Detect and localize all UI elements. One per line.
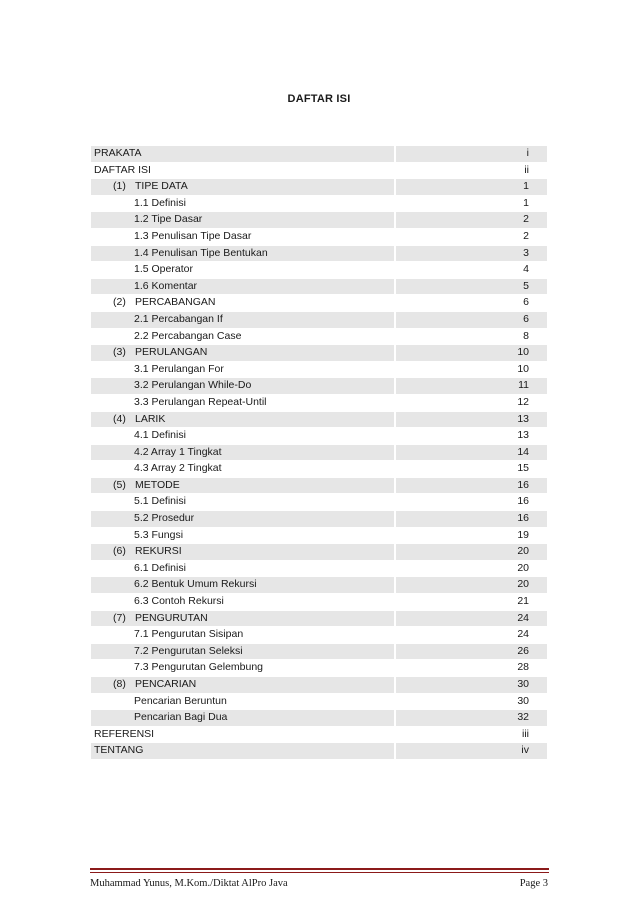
- toc-entry-label: 6.2 Bentuk Umum Rekursi: [134, 578, 257, 591]
- toc-page-number: 30: [517, 694, 529, 707]
- toc-entry-title: [91, 279, 396, 295]
- toc-page-number: 20: [517, 545, 529, 558]
- toc-entry-title: [91, 412, 396, 428]
- toc-entry-title: [91, 461, 396, 477]
- table-of-contents: [91, 146, 547, 760]
- toc-page-number: iv: [521, 744, 529, 757]
- toc-page-number: 3: [523, 246, 529, 259]
- toc-row: [91, 627, 547, 644]
- toc-page-number: 28: [517, 661, 529, 674]
- toc-entry-title: [91, 627, 396, 643]
- toc-chapter-number: (1): [113, 180, 126, 193]
- toc-entry-title: [91, 428, 396, 444]
- toc-entry-title: [91, 163, 396, 179]
- toc-row: [91, 212, 547, 229]
- toc-entry-label: REFERENSI: [94, 727, 155, 740]
- toc-page-number: 13: [517, 429, 529, 442]
- footer-page-number: Page 3: [519, 878, 548, 889]
- toc-entry-title: [91, 694, 396, 710]
- toc-row-spacer: [396, 295, 507, 311]
- toc-chapter-number: (5): [113, 478, 126, 491]
- toc-row-spacer: [396, 212, 507, 228]
- toc-page-number: 15: [517, 462, 529, 475]
- toc-row: [91, 694, 547, 711]
- toc-entry-label: PENGURUTAN: [135, 611, 208, 624]
- toc-row-spacer: [396, 246, 507, 262]
- toc-row: [91, 295, 547, 312]
- toc-entry-title: [91, 378, 396, 394]
- toc-row: [91, 163, 547, 180]
- toc-page-number: iii: [522, 727, 529, 740]
- toc-entry-label: 2.2 Percabangan Case: [134, 329, 242, 342]
- toc-row: [91, 611, 547, 628]
- toc-row: [91, 395, 547, 412]
- toc-row: [91, 594, 547, 611]
- toc-entry-label: 2.1 Percabangan If: [134, 312, 223, 325]
- toc-row-spacer: [396, 611, 507, 627]
- toc-entry-label: 6.1 Definisi: [134, 561, 186, 574]
- toc-row: [91, 262, 547, 279]
- toc-entry-label: 5.1 Definisi: [134, 495, 186, 508]
- toc-row-spacer: [396, 644, 507, 660]
- toc-entry-title: [91, 644, 396, 660]
- toc-entry-title: [91, 196, 396, 212]
- toc-entry-title: [91, 246, 396, 262]
- toc-entry-label: 5.3 Fungsi: [134, 528, 184, 541]
- toc-page-number: i: [526, 147, 529, 159]
- toc-entry-title: [91, 478, 396, 494]
- toc-entry-title: [91, 295, 396, 311]
- toc-entry-label: 1.2 Tipe Dasar: [134, 213, 203, 226]
- toc-entry-title: [91, 594, 396, 610]
- toc-entry-label: 3.1 Perulangan For: [134, 362, 224, 375]
- toc-entry-label: 1.6 Komentar: [134, 279, 198, 292]
- toc-page-number: 21: [517, 595, 529, 608]
- toc-row: [91, 329, 547, 346]
- toc-entry-label: LARIK: [135, 412, 166, 425]
- toc-entry-label: 5.2 Prosedur: [134, 512, 195, 525]
- toc-entry-label: 1.5 Operator: [134, 263, 193, 276]
- toc-row-spacer: [396, 461, 507, 477]
- toc-page-number: 32: [517, 711, 529, 724]
- toc-entry-title: [91, 445, 396, 461]
- toc-chapter-number: (6): [113, 545, 126, 558]
- toc-row: [91, 196, 547, 213]
- toc-entry-label: 1.1 Definisi: [134, 196, 186, 209]
- toc-row-spacer: [396, 412, 507, 428]
- toc-row: [91, 561, 547, 578]
- toc-entry-label: 3.2 Perulangan While-Do: [134, 379, 252, 392]
- toc-entry-title: [91, 262, 396, 278]
- toc-row-spacer: [396, 345, 507, 361]
- toc-entry-label: DAFTAR ISI: [94, 163, 151, 176]
- toc-page-number: 10: [517, 362, 529, 375]
- toc-page-number: 16: [517, 512, 529, 525]
- toc-page-number: 2: [523, 229, 529, 242]
- toc-row: [91, 511, 547, 528]
- toc-entry-label: PRAKATA: [94, 147, 142, 159]
- toc-row-spacer: [396, 312, 507, 328]
- toc-row: [91, 362, 547, 379]
- toc-entry-label: 4.3 Array 2 Tingkat: [134, 462, 222, 475]
- toc-entry-label: 7.3 Pengurutan Gelembung: [134, 661, 264, 674]
- toc-page-number: 12: [517, 395, 529, 408]
- toc-row-spacer: [396, 511, 507, 527]
- toc-row: [91, 312, 547, 329]
- toc-row: [91, 445, 547, 462]
- toc-entry-label: METODE: [135, 478, 180, 491]
- toc-page-number: 14: [517, 445, 529, 458]
- toc-entry-label: PERCABANGAN: [135, 296, 216, 309]
- toc-page-number: 24: [517, 628, 529, 641]
- toc-row-spacer: [396, 710, 507, 726]
- toc-entry-label: 3.3 Perulangan Repeat-Until: [134, 395, 267, 408]
- toc-entry-title: [91, 710, 396, 726]
- toc-row: [91, 528, 547, 545]
- toc-row-spacer: [396, 660, 507, 676]
- toc-row-spacer: [396, 627, 507, 643]
- toc-entry-title: [91, 727, 396, 743]
- toc-entry-label: TENTANG: [94, 744, 144, 757]
- toc-page-number: 20: [517, 578, 529, 591]
- toc-row: [91, 345, 547, 362]
- toc-entry-title: [91, 743, 396, 759]
- footer-author-title: Muhammad Yunus, M.Kom./Diktat AlPro Java: [90, 878, 288, 889]
- toc-entry-title: [91, 544, 396, 560]
- toc-row: [91, 146, 547, 163]
- page-title: DAFTAR ISI: [287, 93, 351, 105]
- toc-row-spacer: [396, 577, 507, 593]
- toc-row-spacer: [396, 229, 507, 245]
- toc-row-spacer: [396, 528, 507, 544]
- toc-chapter-number: (4): [113, 412, 126, 425]
- toc-entry-title: [91, 577, 396, 593]
- toc-row-spacer: [396, 544, 507, 560]
- toc-row: [91, 428, 547, 445]
- toc-chapter-number: (8): [113, 678, 126, 690]
- toc-chapter-number: (2): [113, 296, 126, 309]
- toc-entry-label: REKURSI: [135, 545, 182, 558]
- toc-entry-label: Pencarian Bagi Dua: [134, 711, 228, 724]
- toc-row-spacer: [396, 329, 507, 345]
- toc-entry-title: [91, 362, 396, 378]
- toc-row-spacer: [396, 362, 507, 378]
- toc-row-spacer: [396, 395, 507, 411]
- toc-page-number: 16: [517, 478, 529, 491]
- toc-page-number: 19: [517, 528, 529, 541]
- toc-entry-label: PERULANGAN: [135, 346, 208, 359]
- toc-row-spacer: [396, 694, 507, 710]
- toc-entry-title: [91, 511, 396, 527]
- toc-page-number: 1: [523, 196, 529, 209]
- toc-entry-label: 7.2 Pengurutan Seleksi: [134, 644, 243, 657]
- toc-row: [91, 710, 547, 727]
- toc-page-number: 16: [517, 495, 529, 508]
- toc-row: [91, 378, 547, 395]
- toc-entry-label: 4.2 Array 1 Tingkat: [134, 445, 222, 458]
- toc-entry-title: [91, 146, 396, 162]
- toc-row: [91, 544, 547, 561]
- toc-row: [91, 279, 547, 296]
- toc-row-spacer: [396, 445, 507, 461]
- toc-entry-title: [91, 494, 396, 510]
- toc-row: [91, 677, 547, 694]
- toc-row: [91, 644, 547, 661]
- toc-page-number: 13: [517, 412, 529, 425]
- toc-page-number: 2: [523, 213, 529, 226]
- toc-entry-title: [91, 179, 396, 195]
- toc-chapter-number: (7): [113, 611, 126, 624]
- toc-chapter-number: (3): [113, 346, 126, 359]
- toc-page-number: 26: [517, 644, 529, 657]
- toc-entry-title: [91, 329, 396, 345]
- toc-entry-title: [91, 677, 396, 693]
- toc-row: [91, 179, 547, 196]
- toc-page-number: 6: [523, 296, 529, 309]
- toc-row: [91, 727, 547, 744]
- toc-entry-title: [91, 229, 396, 245]
- toc-row-spacer: [396, 743, 507, 759]
- toc-page-number: 1: [523, 180, 529, 193]
- toc-page-number: 30: [517, 678, 529, 690]
- toc-row-spacer: [396, 478, 507, 494]
- toc-row: [91, 412, 547, 429]
- toc-entry-label: 1.4 Penulisan Tipe Bentukan: [134, 246, 268, 259]
- toc-entry-label: TIPE DATA: [135, 180, 188, 193]
- toc-row: [91, 743, 547, 760]
- toc-row-spacer: [396, 494, 507, 510]
- toc-row: [91, 660, 547, 677]
- toc-row: [91, 577, 547, 594]
- toc-row-spacer: [396, 594, 507, 610]
- toc-page-number: 5: [523, 279, 529, 292]
- toc-row-spacer: [396, 727, 507, 743]
- toc-entry-label: 7.1 Pengurutan Sisipan: [134, 628, 244, 641]
- toc-row: [91, 494, 547, 511]
- toc-page-number: 8: [523, 329, 529, 342]
- toc-row-spacer: [396, 163, 507, 179]
- toc-row-spacer: [396, 677, 507, 693]
- toc-page-number: 11: [518, 379, 529, 392]
- toc-entry-title: [91, 212, 396, 228]
- toc-row: [91, 229, 547, 246]
- toc-row-spacer: [396, 428, 507, 444]
- toc-entry-label: Pencarian Beruntun: [134, 694, 227, 707]
- toc-entry-title: [91, 528, 396, 544]
- toc-page-number: 24: [517, 611, 529, 624]
- toc-row-spacer: [396, 196, 507, 212]
- toc-row-spacer: [396, 279, 507, 295]
- toc-entry-label: 6.3 Contoh Rekursi: [134, 595, 224, 608]
- toc-row: [91, 461, 547, 478]
- toc-entry-label: 4.1 Definisi: [134, 429, 186, 442]
- toc-entry-label: PENCARIAN: [135, 678, 197, 690]
- toc-row-spacer: [396, 561, 507, 577]
- toc-row-spacer: [396, 179, 507, 195]
- toc-page-number: ii: [524, 163, 529, 176]
- toc-entry-title: [91, 395, 396, 411]
- toc-row-spacer: [396, 378, 507, 394]
- toc-entry-title: [91, 561, 396, 577]
- toc-row-spacer: [396, 262, 507, 278]
- toc-entry-title: [91, 660, 396, 676]
- toc-page-number: 4: [523, 263, 529, 276]
- toc-row-spacer: [396, 146, 507, 162]
- toc-page-number: 20: [517, 561, 529, 574]
- toc-entry-title: [91, 312, 396, 328]
- footer-divider-thin: [90, 872, 549, 873]
- toc-row: [91, 246, 547, 263]
- toc-entry-label: 1.3 Penulisan Tipe Dasar: [134, 229, 252, 242]
- toc-page-number: 10: [517, 346, 529, 359]
- toc-entry-title: [91, 345, 396, 361]
- toc-row: [91, 478, 547, 495]
- footer-divider: [90, 868, 549, 870]
- toc-page-number: 6: [523, 312, 529, 325]
- toc-entry-title: [91, 611, 396, 627]
